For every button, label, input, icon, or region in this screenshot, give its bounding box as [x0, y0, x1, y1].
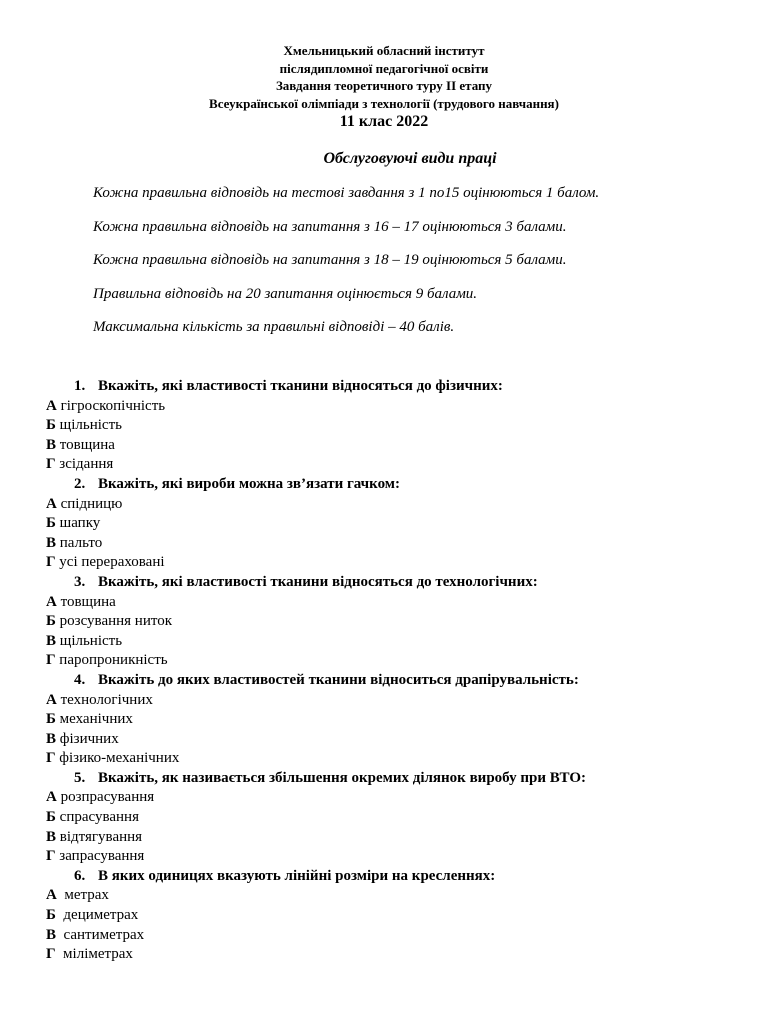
scoring-rule: Правильна відповідь на 20 запитання оцінюється 9 балами.	[93, 285, 478, 302]
question-number: 6.	[74, 867, 86, 884]
option-text: сантиметрах	[56, 926, 145, 943]
question-title	[0, 769, 768, 789]
question-title	[0, 475, 768, 495]
option-text: усі перераховані	[55, 554, 165, 571]
answer-option	[0, 436, 768, 456]
question-number: 2.	[74, 475, 86, 492]
option-letter: А	[46, 887, 57, 904]
option-letter: Г	[46, 750, 56, 767]
question-text: Вкажіть, які вироби можна зв’язати гачком:	[98, 475, 401, 492]
answer-option	[0, 416, 768, 436]
answer-option	[0, 495, 768, 515]
answer-option	[0, 534, 768, 554]
answer-option	[0, 945, 768, 965]
option-letter: В	[46, 828, 57, 845]
answer-option	[0, 730, 768, 750]
question-number: 1.	[74, 378, 86, 394]
question-title	[0, 377, 768, 397]
question-title	[0, 867, 768, 887]
answer-option	[0, 710, 768, 730]
answer-option	[0, 906, 768, 926]
answer-option	[0, 886, 768, 906]
option-letter: Б	[46, 613, 56, 630]
option-text: спрасування	[55, 809, 139, 826]
option-text: товщина	[56, 436, 115, 453]
option-text: розпрасування	[56, 789, 155, 806]
option-text: технологічних	[56, 691, 153, 708]
option-letter: Б	[46, 711, 56, 728]
option-text: фізичних	[56, 730, 119, 747]
scoring-rule: Кожна правильна відповідь на запитання з 16 – 17 оцінюються 3 балами.	[93, 218, 567, 235]
option-text: шапку	[55, 515, 101, 532]
document-header	[0, 42, 768, 132]
question-number: 5.	[74, 769, 86, 786]
header-task: Завдання теоретичного туру ІІ етапу	[275, 78, 493, 93]
question-number: 3.	[74, 573, 86, 590]
option-text: метрах	[56, 887, 109, 904]
option-letter: А	[46, 495, 57, 512]
answer-option	[0, 847, 768, 867]
option-letter: В	[46, 730, 57, 747]
option-letter: Г	[46, 652, 56, 669]
header-institute: Хмельницький обласний інститут	[283, 43, 485, 58]
answer-option	[0, 651, 768, 671]
option-text: відтягування	[56, 828, 143, 845]
answer-option	[0, 788, 768, 808]
option-letter: Б	[46, 515, 56, 532]
option-text: щільність	[56, 632, 123, 649]
question-number: 4.	[74, 671, 86, 688]
question-title	[0, 573, 768, 593]
option-letter: В	[46, 534, 57, 551]
answer-option	[0, 612, 768, 632]
answer-option	[0, 593, 768, 613]
question-text: В яких одиницях вказують лінійні розміри на кресленнях:	[98, 867, 496, 884]
questions-list	[0, 377, 768, 965]
subject-title: Обслуговуючі види праці	[323, 150, 497, 167]
option-text: зсідання	[55, 456, 114, 473]
header-institute-cont: післядипломної педагогічної освіти	[279, 60, 489, 76]
answer-option	[0, 553, 768, 573]
header-olympiad: Всеукраїнської олімпіади з технології (трудового навчання)	[209, 95, 559, 111]
answer-option	[0, 691, 768, 711]
answer-option	[0, 808, 768, 828]
option-letter: А	[46, 593, 57, 610]
answer-option	[0, 455, 768, 475]
option-text: щільність	[55, 417, 122, 434]
option-letter: Б	[46, 417, 56, 434]
answer-option	[0, 749, 768, 769]
question-text: Вкажіть, які властивості тканини відносяться до технологічних:	[98, 573, 538, 590]
option-letter: Б	[46, 809, 56, 826]
scoring-rule: Кожна правильна відповідь на запитання з 18 – 19 оцінюються 5 балами.	[93, 252, 567, 269]
question-text: Вкажіть, які властивості тканини відносяться до фізичних:	[98, 378, 503, 394]
option-letter: Г	[46, 456, 56, 473]
header-grade: 11 клас 2022	[339, 113, 429, 130]
option-letter: Г	[46, 554, 56, 571]
answer-option	[0, 828, 768, 848]
option-letter: А	[46, 789, 57, 806]
question-title	[0, 671, 768, 691]
option-text: фізико-механічних	[55, 750, 180, 767]
option-text: механічних	[55, 711, 133, 728]
option-text: дециметрах	[55, 907, 139, 924]
option-letter: В	[46, 632, 57, 649]
option-text: спідницю	[56, 495, 123, 512]
option-text: пальто	[56, 534, 103, 551]
answer-option	[0, 926, 768, 946]
option-text: розсування ниток	[55, 613, 173, 630]
option-letter: В	[46, 436, 57, 453]
option-text: гігроскопічність	[56, 397, 166, 414]
answer-option	[0, 397, 768, 417]
option-text: запрасування	[55, 848, 145, 865]
option-letter: Г	[46, 848, 56, 865]
scoring-rule: Кожна правильна відповідь на тестові завдання з 1 по15 оцінюються 1 балом.	[93, 185, 600, 201]
option-letter: А	[46, 397, 57, 414]
question-text: Вкажіть, як називається збільшення окремих ділянок виробу при ВТО:	[98, 769, 586, 786]
question-text: Вкажіть до яких властивостей тканини відноситься драпірувальність:	[98, 671, 579, 688]
option-letter: Б	[46, 907, 56, 924]
answer-option	[0, 514, 768, 534]
scoring-rules	[93, 183, 753, 351]
option-letter: В	[46, 926, 57, 943]
option-text: міліметрах	[55, 946, 133, 963]
scoring-rule: Максимальна кількість за правильні відповіді – 40 балів.	[93, 319, 455, 336]
answer-option	[0, 632, 768, 652]
option-text: паропроникність	[55, 652, 168, 669]
option-letter: Г	[46, 946, 56, 963]
option-text: товщина	[56, 593, 116, 610]
option-letter: А	[46, 691, 57, 708]
